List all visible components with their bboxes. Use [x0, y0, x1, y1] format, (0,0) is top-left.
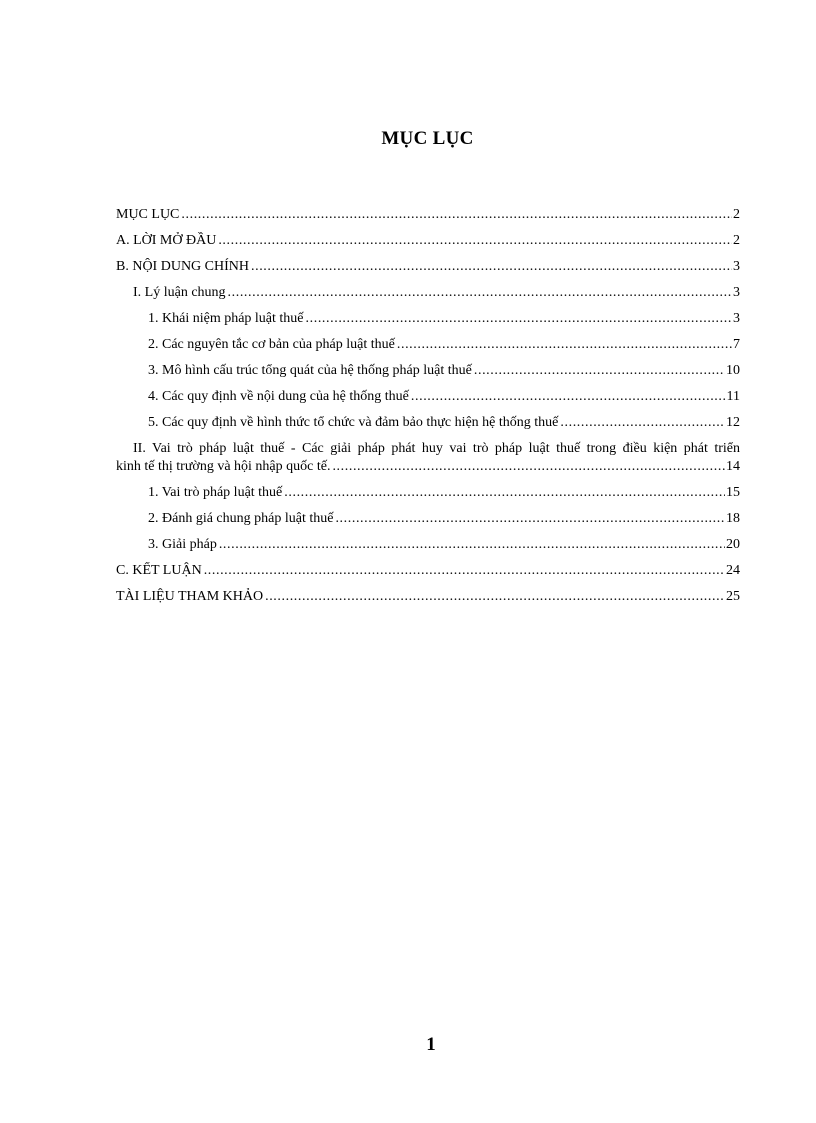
toc-entry-label: 3. Giải pháp [148, 537, 217, 552]
toc-entry-ket-luan[interactable] [116, 562, 740, 588]
toc-entry-label-line2: kinh tế thị trường và hội nhập quốc tế. [116, 459, 331, 474]
toc-entry-tai-lieu[interactable] [116, 588, 740, 614]
toc-entry-page: 20 [726, 537, 740, 552]
toc-entry-label: B. NỘI DUNG CHÍNH [116, 259, 249, 274]
dot-leader [560, 414, 725, 432]
dot-leader [306, 310, 732, 328]
toc-entry-noi-dung[interactable] [116, 388, 740, 414]
toc-entry-page: 25 [726, 589, 740, 604]
toc-entry-loi-mo-dau[interactable] [116, 232, 740, 258]
toc-entry-label: MỤC LỤC [116, 207, 180, 222]
toc-entry-label: 2. Các nguyên tắc cơ bản của pháp luật thuế [148, 337, 395, 352]
dot-leader [335, 510, 725, 528]
dot-leader [332, 458, 725, 476]
toc-entry-page: 15 [726, 485, 740, 500]
dot-leader [218, 232, 732, 250]
toc-entry-page: 3 [733, 311, 740, 326]
toc-entry-khai-niem[interactable] [116, 310, 740, 336]
toc-entry-label: I. Lý luận chung [133, 285, 226, 300]
toc-entry-noi-dung-chinh[interactable] [116, 258, 740, 284]
toc-entry-page: 2 [733, 207, 740, 222]
toc-entry-page: 10 [726, 363, 740, 378]
dot-leader [397, 336, 732, 354]
dot-leader [265, 588, 725, 606]
dot-leader [284, 484, 725, 502]
toc-entry-label: 2. Đánh giá chung pháp luật thuế [148, 511, 334, 526]
toc-entry-page: 11 [726, 389, 740, 404]
page-title: MỤC LỤC [381, 128, 474, 149]
toc-entry-ly-luan-chung[interactable] [116, 284, 740, 310]
toc-entry-label: 1. Vai trò pháp luật thuế [148, 485, 283, 500]
toc-entry-vai-tro[interactable] [116, 484, 740, 510]
toc-entry-page: 2 [733, 233, 740, 248]
toc-entry-line2 [116, 458, 740, 476]
toc-entry-label: C. KẾT LUẬN [116, 563, 202, 578]
toc-entry-label: 1. Khái niệm pháp luật thuế [148, 311, 304, 326]
table-of-contents [116, 206, 740, 614]
toc-entry-label: A. LỜI MỞ ĐẦU [116, 233, 217, 248]
toc-entry-page: 24 [726, 563, 740, 578]
toc-entry-danh-gia[interactable] [116, 510, 740, 536]
toc-entry-page: 14 [726, 459, 740, 474]
dot-leader [228, 284, 732, 302]
toc-entry-label-line1: II. Vai trò pháp luật thuế - Các giải pháp phát huy vai trò pháp luật thuế trong điều kiện phát triển [133, 441, 740, 456]
toc-entry-vai-tro-giai-phap[interactable] [116, 440, 740, 476]
page-number: 1 [426, 1034, 436, 1055]
toc-entry-page: 18 [726, 511, 740, 526]
toc-entry-giai-phap[interactable] [116, 536, 740, 562]
dot-leader [181, 206, 732, 224]
toc-entry-page: 12 [726, 415, 740, 430]
dot-leader [204, 562, 725, 580]
dot-leader [411, 388, 726, 406]
toc-entry-label: 5. Các quy định về hình thức tổ chức và đảm bảo thực hiện hệ thống thuế [148, 415, 559, 430]
toc-entry-label: 3. Mô hình cấu trúc tổng quát của hệ thống pháp luật thuế [148, 363, 472, 378]
toc-entry-label: 4. Các quy định về nội dung của hệ thống thuế [148, 389, 409, 404]
toc-entry-mo-hinh[interactable] [116, 362, 740, 388]
dot-leader [219, 536, 725, 554]
toc-entry-page: 7 [733, 337, 740, 352]
toc-entry-nguyen-tac[interactable] [116, 336, 740, 362]
toc-entry-hinh-thuc[interactable] [116, 414, 740, 440]
toc-entry-label: TÀI LIỆU THAM KHẢO [116, 589, 264, 604]
toc-entry-page: 3 [733, 285, 740, 300]
toc-entry-page: 3 [733, 259, 740, 274]
dot-leader [251, 258, 732, 276]
toc-entry-muc-luc[interactable] [116, 206, 740, 232]
dot-leader [474, 362, 725, 380]
